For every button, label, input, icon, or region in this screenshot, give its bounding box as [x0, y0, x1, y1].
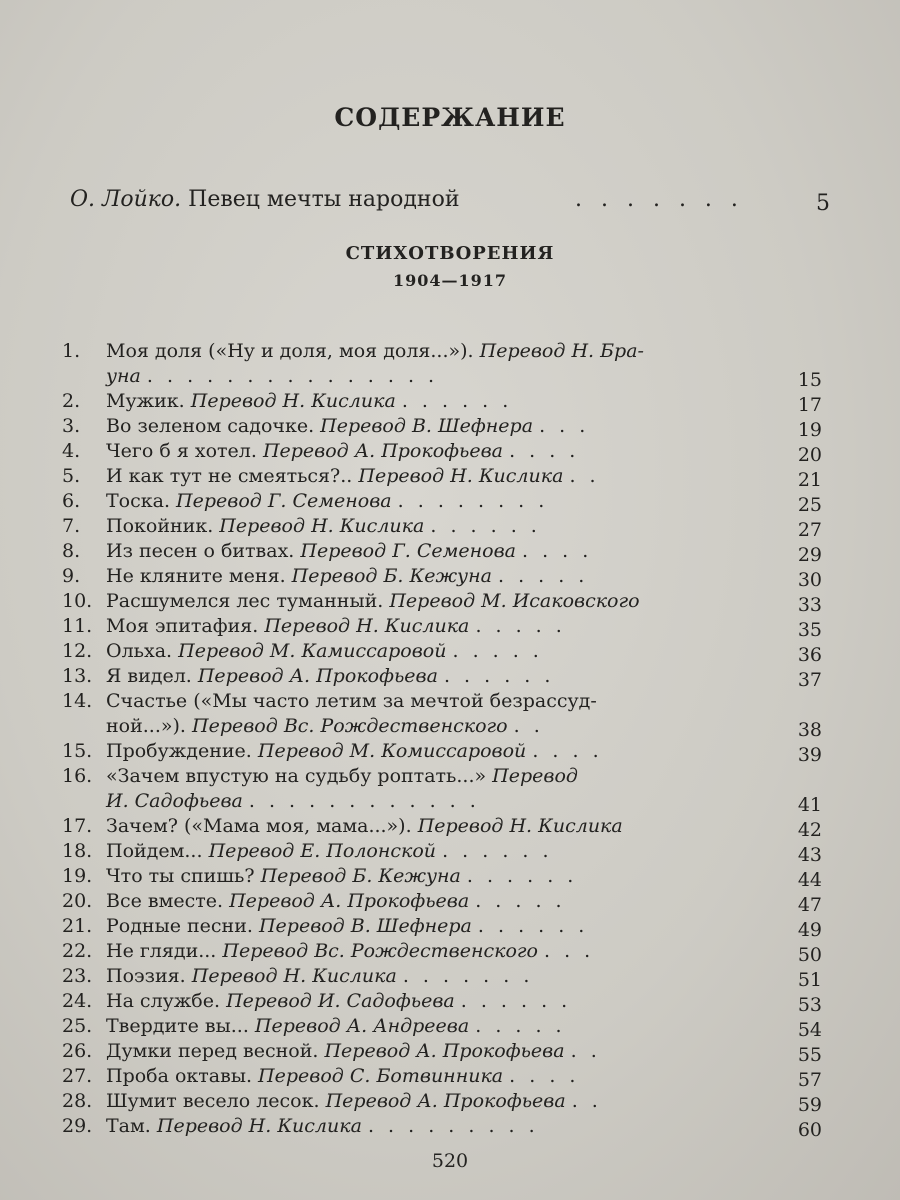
entry-title: Твердите вы... [106, 1015, 249, 1037]
page-title: СОДЕРЖАНИЕ [334, 103, 566, 132]
intro-title: Певец мечты народной [188, 187, 460, 212]
entry-translator: Перевод В. Шефнера [258, 915, 472, 937]
entry-translator: Перевод М. Исаковского [389, 590, 640, 612]
toc-entry [62, 764, 822, 814]
toc-entry [62, 639, 822, 664]
entry-dots: . . . . [509, 1065, 580, 1087]
entry-title: Что ты спишь? [106, 865, 255, 887]
entry-number: 3. [62, 415, 81, 437]
entry-title: Шумит весело лесок. [106, 1090, 320, 1112]
toc-entry [62, 664, 822, 689]
entry-page: 43 [797, 844, 822, 866]
entry-page: 33 [797, 594, 822, 616]
entry-number: 17. [62, 815, 93, 837]
toc-entry [62, 814, 822, 839]
entry-dots: . . . . . . [401, 390, 513, 412]
entry-page: 36 [797, 644, 822, 666]
entry-translator: Перевод А. Прокофьева [229, 890, 470, 912]
entry-translator: Перевод Г. Семенова [300, 540, 516, 562]
entry-number: 21. [62, 915, 93, 937]
entry-translator: Перевод Вс. Рождественского [222, 940, 538, 962]
entry-dots: . . . . . . [460, 990, 572, 1012]
toc-entry [62, 989, 822, 1014]
entry-number: 19. [62, 865, 93, 887]
entry-page: 38 [797, 719, 822, 741]
entry-page: 44 [797, 869, 822, 891]
entry-title: И как тут не смеяться?.. [106, 465, 353, 487]
toc-entry [62, 1039, 822, 1064]
entry-translator: Перевод Н. Кислика [358, 465, 564, 487]
entry-dots: . . . . . . . . [397, 490, 549, 512]
toc-entry [62, 1089, 822, 1114]
intro-entry [70, 183, 830, 217]
entry-dots: . . . . . . . . . . . . [248, 790, 480, 812]
entry-translator: Перевод Н. Кислика [264, 615, 470, 637]
entry-dots: . . . . . . [466, 865, 578, 887]
entry-page: 27 [797, 519, 822, 541]
page-number: 520 [431, 1150, 469, 1172]
toc-entry [62, 564, 822, 589]
entry-translator: Перевод [492, 765, 578, 787]
entry-title: Не кляните меня. [106, 565, 286, 587]
entry-translator: Перевод Н. Кислика [191, 965, 397, 987]
entry-page: 15 [797, 369, 822, 391]
entry-title: Проба октавы. [106, 1065, 252, 1087]
entry-dots: . . . . . . [442, 840, 553, 862]
entry-translator: Перевод Е. Полонской [208, 840, 437, 862]
entry-page: 51 [797, 969, 822, 991]
entry-page: 17 [797, 394, 822, 416]
entry-title: Счастье («Мы часто летим за мечтой безрассуд- [106, 690, 597, 712]
entry-dots: . . . . . . . . . . . . . . . [146, 365, 439, 387]
entry-translator-cont: Перевод Вс. Рождественского [192, 715, 508, 737]
toc-entry [62, 1114, 822, 1139]
entry-title: Расшумелся лес туманный. [106, 590, 384, 612]
entry-translator: Перевод С. Ботвинника [258, 1065, 504, 1087]
entry-dots: . . . . . [452, 640, 543, 662]
toc-entry [62, 489, 822, 514]
entry-number: 13. [62, 665, 93, 687]
entry-dots: . . [570, 1040, 601, 1062]
section-years: 1904—1917 [392, 271, 508, 290]
entry-number: 9. [62, 565, 81, 587]
entry-page: 60 [797, 1119, 822, 1141]
toc-entry [62, 864, 822, 889]
toc-entry [62, 1014, 822, 1039]
entry-page: 57 [797, 1069, 822, 1091]
entry-translator: Перевод Б. Кежуна [260, 865, 461, 887]
entry-translator-cont: И. Садофьева [106, 790, 243, 812]
entry-title: Родные песни. [106, 915, 253, 937]
toc-entry [62, 514, 822, 539]
entry-page: 29 [797, 544, 822, 566]
entry-number: 18. [62, 840, 93, 862]
entry-translator-cont: уна [106, 365, 141, 387]
entry-title: Ольха. [106, 640, 173, 662]
entry-title: Мужик. [106, 390, 185, 412]
entry-title: «Зачем впустую на судьбу роптать...» [106, 765, 487, 787]
entry-translator: Перевод А. Прокофьева [197, 665, 438, 687]
entry-number: 7. [62, 515, 81, 537]
entry-translator: Перевод М. Комиссаровой [257, 740, 527, 762]
entry-number: 26. [62, 1040, 93, 1062]
entry-dots: . . . [539, 415, 590, 437]
entry-translator: Перевод А. Прокофьева [262, 440, 504, 462]
entry-number: 6. [62, 490, 81, 512]
entry-title: Пробуждение. [106, 740, 252, 762]
entry-translator: Перевод В. Шефнера [320, 415, 534, 437]
toc-entry [62, 689, 822, 739]
toc-entry [62, 589, 822, 614]
entry-number: 8. [62, 540, 81, 562]
toc-entry [62, 464, 822, 489]
entry-page: 39 [797, 744, 822, 766]
entry-dots: . . . . . [497, 565, 589, 587]
entry-dots: . . [513, 715, 544, 737]
entry-number: 27. [62, 1065, 93, 1087]
entry-number: 1. [62, 340, 81, 362]
entry-dots: . . . . . . . . . [367, 1115, 539, 1137]
entry-number: 15. [62, 740, 93, 762]
entry-dots: . . . . . [475, 890, 566, 912]
entry-dots: . . [571, 1090, 602, 1112]
entry-number: 24. [62, 990, 93, 1012]
toc-entry [62, 914, 822, 939]
entry-translator: Перевод Н. Кислика [156, 1115, 362, 1137]
entry-dots: . . . . [509, 440, 580, 462]
section-title: СТИХОТВОРЕНИЯ [345, 243, 555, 264]
entry-translator: Перевод А. Прокофьева [324, 1040, 565, 1062]
entry-number: 22. [62, 940, 93, 962]
toc-entry [62, 414, 822, 439]
entry-page: 54 [797, 1019, 822, 1041]
entry-dots: . . [569, 465, 600, 487]
toc-entry [62, 1064, 822, 1089]
entry-dots: . . . . . . [430, 515, 541, 537]
entry-dots: . . . . . . [477, 915, 589, 937]
entry-number: 29. [62, 1115, 93, 1137]
entry-translator: Перевод Н. Кислика [219, 515, 425, 537]
entry-dots: . . . . . . . [402, 965, 534, 987]
entry-dots: . . . . . [475, 1015, 566, 1037]
entry-page: 19 [797, 419, 822, 441]
entry-page: 49 [797, 919, 822, 941]
entry-translator: Перевод Н. Кислика [190, 390, 396, 412]
entry-number: 2. [62, 390, 81, 412]
entry-number: 12. [62, 640, 93, 662]
intro-page: 5 [816, 191, 830, 216]
entry-title: Моя доля («Ну и доля, моя доля...»). [106, 340, 474, 362]
entry-title: Поэзия. [106, 965, 186, 987]
entry-dots: . . . . [532, 740, 603, 762]
toc-entry [62, 739, 822, 764]
entry-translator: Перевод М. Камиссаровой [178, 640, 447, 662]
toc-entry [62, 539, 822, 564]
entry-translator: Перевод Б. Кежуна [291, 565, 492, 587]
entry-number: 14. [62, 690, 93, 712]
entry-page: 37 [797, 669, 822, 691]
entry-translator: Перевод Н. Бра- [479, 340, 644, 362]
entry-page: 35 [797, 619, 822, 641]
entry-number: 5. [62, 465, 81, 487]
entry-title: На службе. [106, 990, 221, 1012]
entry-page: 41 [797, 794, 822, 816]
entry-dots: . . . . . [475, 615, 566, 637]
entry-number: 23. [62, 965, 93, 987]
entry-translator: Перевод И. Садофьева [226, 990, 455, 1012]
toc-list [62, 339, 822, 1139]
entry-title: Моя эпитафия. [106, 615, 259, 637]
entry-title: Пойдем... [106, 840, 203, 862]
entry-translator: Перевод А. Прокофьева [325, 1090, 566, 1112]
entry-page: 47 [797, 894, 822, 916]
entry-title: Во зеленом садочке. [106, 415, 315, 437]
entry-title: Чего б я хотел. [106, 440, 257, 462]
entry-page: 21 [797, 469, 822, 491]
entry-dots: . . . . [522, 540, 593, 562]
toc-entry [62, 964, 822, 989]
toc-entry [62, 389, 822, 414]
toc-entry [62, 339, 822, 389]
entry-translator: Перевод Г. Семенова [176, 490, 392, 512]
entry-page: 55 [797, 1044, 822, 1066]
entry-page: 53 [797, 994, 822, 1016]
entry-dots: . . . . . . [443, 665, 555, 687]
entry-number: 20. [62, 890, 93, 912]
entry-page: 59 [797, 1094, 822, 1116]
entry-title-cont: ной...»). [106, 715, 186, 737]
toc-entry [62, 839, 822, 864]
toc-entry [62, 614, 822, 639]
entry-translator: Перевод А. Андреева [254, 1015, 470, 1037]
entry-page: 42 [797, 819, 822, 841]
entry-translator: Перевод Н. Кислика [417, 815, 623, 837]
entry-title: Зачем? («Мама моя, мама...»). [106, 815, 412, 837]
toc-entry [62, 439, 822, 464]
entry-title: Все вместе. [106, 890, 224, 912]
entry-title: Думки перед весной. [106, 1040, 319, 1062]
entry-page: 25 [797, 494, 822, 516]
entry-number: 10. [62, 590, 93, 612]
entry-title: Не гляди... [106, 940, 217, 962]
entry-dots: . . . [544, 940, 595, 962]
entry-number: 25. [62, 1015, 93, 1037]
entry-number: 11. [62, 615, 93, 637]
entry-title: Из песен о битвах. [106, 540, 295, 562]
intro-dots: . . . . . . . [575, 187, 744, 212]
entry-title: Тоска. [106, 490, 170, 512]
entry-number: 28. [62, 1090, 93, 1112]
intro-author: О. Лойко. [70, 187, 182, 212]
entry-page: 20 [797, 444, 822, 466]
entry-number: 4. [62, 440, 81, 462]
entry-page: 30 [797, 569, 822, 591]
toc-entry [62, 939, 822, 964]
entry-title: Я видел. [106, 665, 192, 687]
entry-page: 50 [797, 944, 822, 966]
entry-title: Там. [106, 1115, 151, 1137]
entry-title: Покойник. [106, 515, 214, 537]
entry-number: 16. [62, 765, 93, 787]
toc-entry [62, 889, 822, 914]
